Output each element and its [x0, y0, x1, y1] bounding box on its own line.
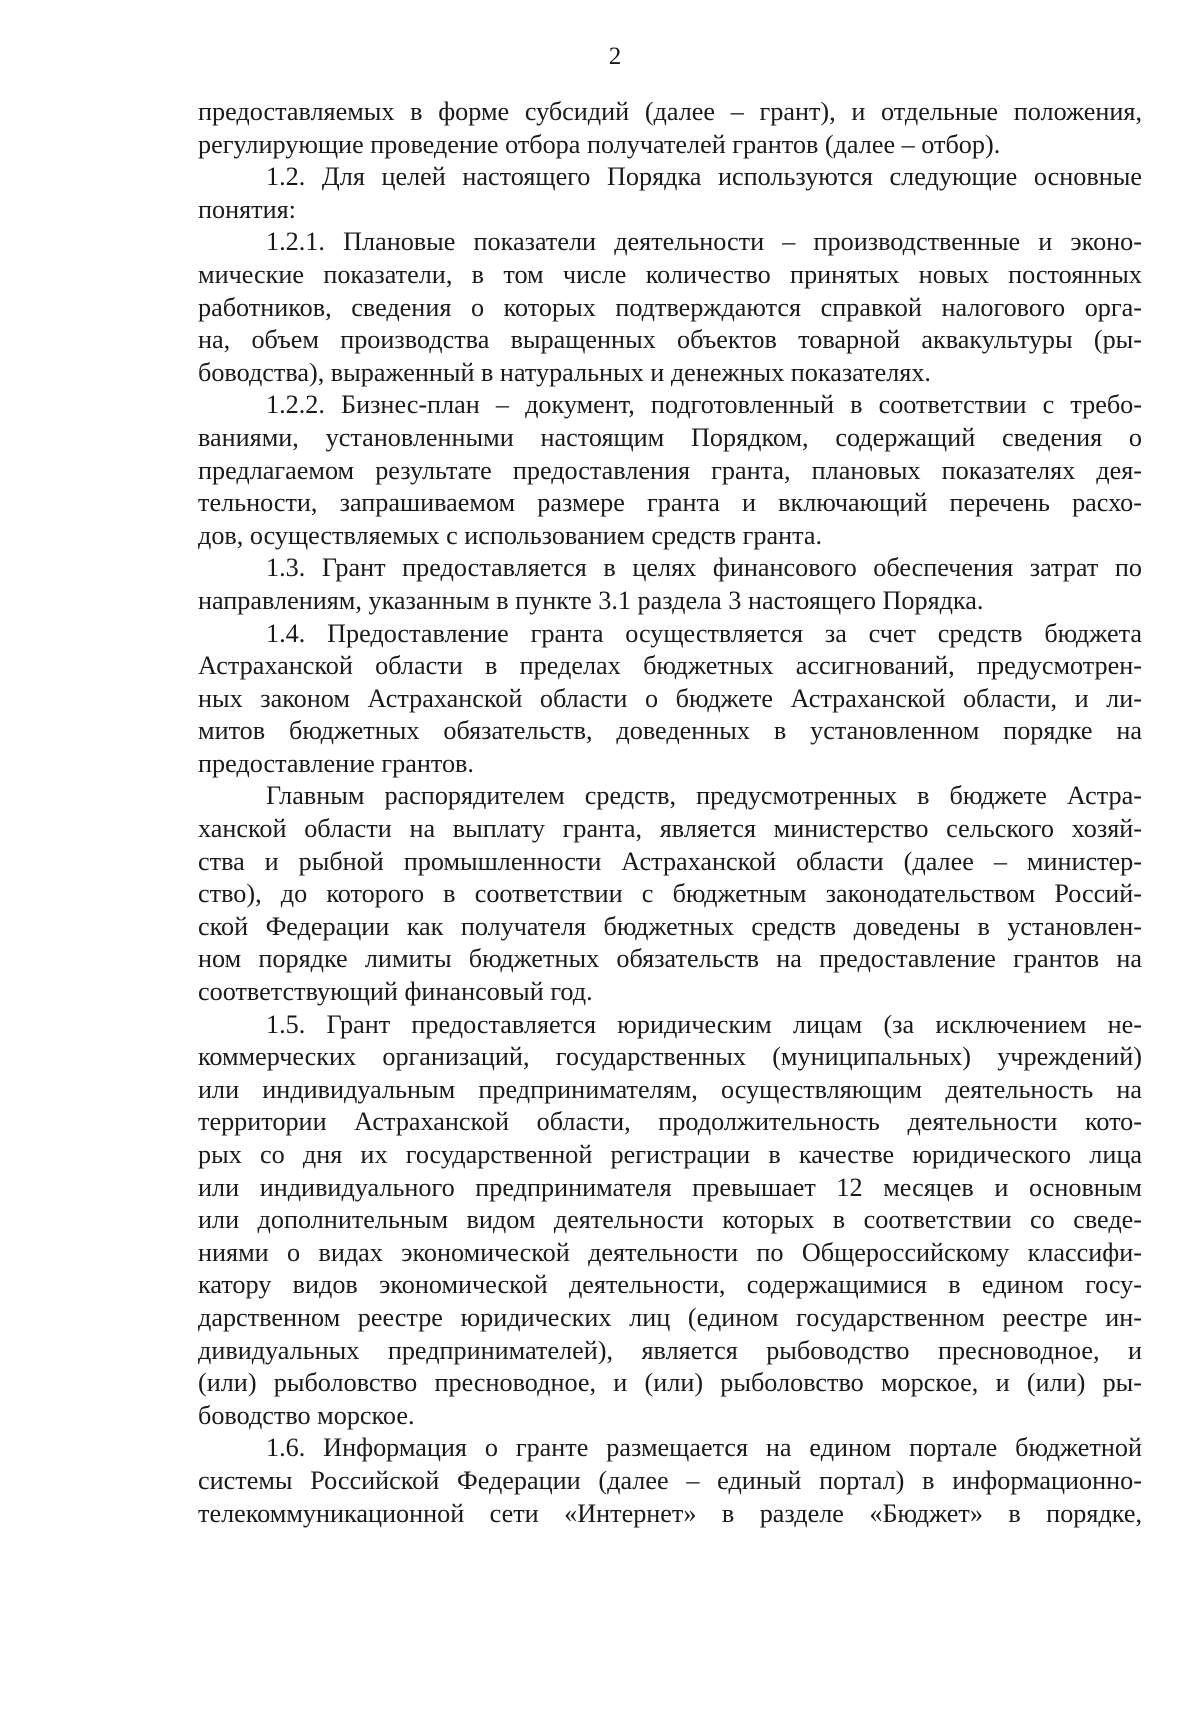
- paragraph-p-1-4: [198, 618, 1142, 781]
- paragraph-continuation: [198, 96, 1142, 161]
- text-line: ниями о видах экономической деятельности по Общероссийскому классифи-: [198, 1237, 1142, 1267]
- text-line: ных законом Астраханской области о бюджете Астраханской области, и ли-: [198, 683, 1142, 713]
- text-line: понятия:: [198, 194, 296, 224]
- text-line: дов, осуществляемых с использованием средств гранта.: [198, 520, 823, 550]
- document-body: [198, 96, 1142, 1530]
- text-line: 1.6. Информация о гранте размещается на едином портале бюджетной: [266, 1433, 1142, 1463]
- text-line: предлагаемом результате предоставления гранта, плановых показателях дея-: [198, 455, 1142, 485]
- text-line: 1.2. Для целей настоящего Порядка используются следующие основные: [266, 162, 1142, 192]
- text-line: ство), до которого в соответствии с бюджетным законодательством Россий-: [198, 879, 1142, 909]
- text-line: дарственном реестре юридических лиц (едином государственном реестре ин-: [198, 1302, 1142, 1332]
- text-line: боводство морское.: [198, 1400, 415, 1430]
- text-line: Астраханской области в пределах бюджетных ассигнований, предусмотрен-: [198, 651, 1142, 681]
- text-line: боводства), выраженный в натуральных и денежных показателях.: [198, 357, 931, 387]
- text-line: катору видов экономической деятельности, содержащимися в едином госу-: [198, 1270, 1142, 1300]
- text-line: соответствующий финансовый год.: [198, 977, 593, 1007]
- paragraph-p-main-manager: [198, 780, 1142, 1008]
- text-line: тельности, запрашиваемом размере гранта и включающий перечень расхо-: [198, 488, 1142, 518]
- text-line: территории Астраханской области, продолжительность деятельности кото-: [198, 1107, 1142, 1137]
- paragraph-p-1-2-2: [198, 389, 1142, 552]
- text-line: ханской области на выплату гранта, является министерство сельского хозяй-: [198, 814, 1142, 844]
- text-line: 1.5. Грант предоставляется юридическим лицам (за исключением не-: [266, 1009, 1142, 1039]
- text-line: коммерческих организаций, государственных (муниципальных) учреждений): [198, 1042, 1142, 1072]
- text-line: предоставляемых в форме субсидий (далее – грант), и отдельные положения,: [198, 97, 1142, 126]
- text-line: 1.2.2. Бизнес-план – документ, подготовленный в соответствии с требо-: [266, 390, 1142, 420]
- text-line: (или) рыболовство пресноводное, и (или) рыболовство морское, и (или) ры-: [198, 1368, 1142, 1398]
- text-line: ской Федерации как получателя бюджетных средств доведены в установлен-: [198, 911, 1142, 941]
- text-line: или индивидуальным предпринимателям, осуществляющим деятельность на: [198, 1074, 1142, 1104]
- text-line: или индивидуального предпринимателя превышает 12 месяцев и основным: [198, 1172, 1142, 1202]
- text-line: ваниями, установленными настоящим Порядком, содержащий сведения о: [198, 422, 1142, 452]
- text-line: системы Российской Федерации (далее – единый портал) в информационно-: [198, 1465, 1142, 1495]
- paragraph-p-1-6: [198, 1432, 1142, 1530]
- text-line: на, объем производства выращенных объектов товарной аквакультуры (ры-: [198, 325, 1142, 355]
- text-line: рых со дня их государственной регистрации в качестве юридического лица: [198, 1140, 1142, 1169]
- text-line: ства и рыбной промышленности Астраханской области (далее – министер-: [198, 846, 1142, 876]
- text-line: 1.2.1. Плановые показатели деятельности – производственные и эконо-: [266, 227, 1142, 257]
- paragraph-p-1-5: [198, 1009, 1142, 1433]
- page-number: 2: [608, 43, 622, 70]
- text-line: направлениям, указанным в пункте 3.1 раздела 3 настоящего Порядка.: [198, 585, 984, 615]
- text-line: 1.4. Предоставление гранта осуществляется за счет средств бюджета: [266, 618, 1142, 648]
- text-line: митов бюджетных обязательств, доведенных в установленном порядке на: [198, 716, 1142, 746]
- text-line: или дополнительным видом деятельности которых в соответствии со сведе-: [198, 1205, 1142, 1235]
- text-line: мические показатели, в том числе количество принятых новых постоянных: [198, 259, 1142, 289]
- text-line: предоставление грантов.: [198, 748, 474, 778]
- paragraph-p-1-2-1: [198, 226, 1142, 389]
- text-line: телекоммуникационной сети «Интернет» в разделе «Бюджет» в порядке,: [198, 1498, 1142, 1528]
- text-line: регулирующие проведение отбора получателей грантов (далее – отбор).: [198, 129, 1001, 159]
- text-line: 1.3. Грант предоставляется в целях финансового обеспечения затрат по: [266, 553, 1142, 583]
- paragraph-p-1-2: [198, 161, 1142, 226]
- text-line: работников, сведения о которых подтверждаются справкой налогового орга-: [198, 292, 1142, 322]
- paragraph-p-1-3: [198, 552, 1142, 617]
- text-line: ном порядке лимиты бюджетных обязательств на предоставление грантов на: [198, 944, 1142, 974]
- text-line: Главным распорядителем средств, предусмотренных в бюджете Астра-: [266, 781, 1142, 811]
- text-line: дивидуальных предпринимателей), является рыбоводство пресноводное, и: [198, 1335, 1142, 1365]
